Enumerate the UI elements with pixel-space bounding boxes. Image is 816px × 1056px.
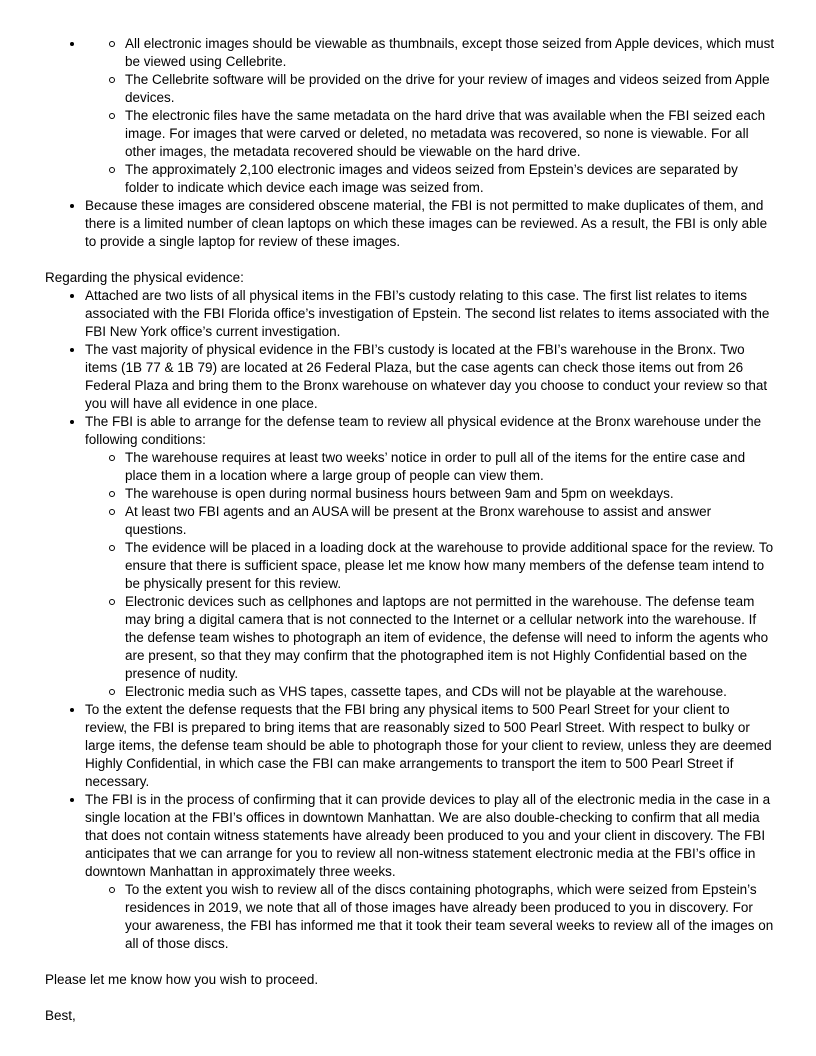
image-review-sublist-container — [45, 35, 775, 197]
list-item — [45, 413, 775, 701]
laptop-list — [45, 197, 775, 251]
list-item: The Cellebrite software will be provided on the drive for your review of images and videos seized from Apple devices. — [45, 71, 775, 107]
list-item: Because these images are considered obscene material, the FBI is not permitted to make duplicates of them, and there is a limited number of clean laptops on which these images can be reviewed. As a result, the FBI is only able to provide a single laptop for review of these images. — [45, 197, 775, 251]
image-review-list — [45, 35, 775, 197]
closing-request: Please let me know how you wish to proceed. — [45, 972, 319, 987]
image-review-sublist — [45, 35, 775, 197]
list-item: The evidence will be placed in a loading dock at the warehouse to provide additional space for the review. To ensure that there is sufficient space, please let me know how many members of the defense team intend to be physically present for this review. — [45, 539, 775, 593]
list-item-text: The FBI is in the process of confirming that it can provide devices to play all of the electronic media in the case in a single location at the FBI’s offices in downtown Manhattan. We are also double-checking to confirm that all media that does not contain witness statements have already been produced to you and your client in discovery. The FBI anticipates that we can arrange for you to review all non-witness statement electronic media at the FBI’s office in downtown Manhattan in approximately three weeks. — [85, 792, 771, 879]
list-item-text: The FBI is able to arrange for the defense team to review all physical evidence at the Bronx warehouse under the following conditions: — [85, 414, 762, 447]
signoff: Best, — [45, 1008, 76, 1023]
list-item: Electronic media such as VHS tapes, cassette tapes, and CDs will not be playable at the warehouse. — [45, 683, 775, 701]
list-item: All electronic images should be viewable as thumbnails, except those seized from Apple devices, which must be viewed using Cellebrite. — [45, 35, 775, 71]
list-item: Electronic devices such as cellphones and laptops are not permitted in the warehouse. The defense team may bring a digital camera that is not connected to the Internet or a cellular network into the warehouse. If the defense team wishes to photograph an item of evidence, the defense will need to inform the agents who are present, so that they may confirm that the photographed item is not Highly Confidential based on the presence of nudity. — [45, 593, 775, 683]
list-item: Attached are two lists of all physical items in the FBI’s custody relating to this case. The first list relates to items associated with the FBI Florida office’s investigation of Epstein. The second list relates to items associated with the FBI New York office’s current investigation. — [45, 287, 775, 341]
warehouse-conditions-list — [45, 449, 775, 701]
list-item: The warehouse is open during normal business hours between 9am and 5pm on weekdays. — [45, 485, 775, 503]
physical-evidence-list — [45, 287, 775, 953]
list-item: To the extent the defense requests that the FBI bring any physical items to 500 Pearl Street for your client to review, the FBI is prepared to bring items that are reasonably sized to 500 Pearl Street. With respect to bulky or large items, the defense team should be able to photograph those for your client to review, unless they are deemed Highly Confidential, in which case the FBI can make arrangements to transport the item to 500 Pearl Street if necessary. — [45, 701, 775, 791]
list-item: At least two FBI agents and an AUSA will be present at the Bronx warehouse to assist and answer questions. — [45, 503, 775, 539]
list-item: The warehouse requires at least two weeks’ notice in order to pull all of the items for the entire case and place them in a location where a large group of people can view them. — [45, 449, 775, 485]
list-item: To the extent you wish to review all of the discs containing photographs, which were seized from Epstein’s residences in 2019, we note that all of those images have already been produced to you in discovery. For your awareness, the FBI has informed me that it took their team several weeks to review all of the images on all of those discs. — [45, 881, 775, 953]
list-item: The electronic files have the same metadata on the hard drive that was available when the FBI seized each image. For images that were carved or deleted, no metadata was recovered, so none is viewable. For all other images, the metadata recovered should be viewable on the hard drive. — [45, 107, 775, 161]
discs-list — [45, 881, 775, 953]
list-item — [45, 791, 775, 953]
list-item: The approximately 2,100 electronic images and videos seized from Epstein’s devices are separated by folder to indicate which device each image was seized from. — [45, 161, 775, 197]
list-item: The vast majority of physical evidence in the FBI’s custody is located at the FBI’s warehouse in the Bronx. Two items (1B 77 & 1B 79) are located at 26 Federal Plaza, but the case agents can check those items out from 26 Federal Plaza and bring them to the Bronx warehouse on whatever day you choose to conduct your review so that you will have all evidence in one place. — [45, 341, 775, 413]
physical-evidence-heading: Regarding the physical evidence: — [45, 270, 244, 285]
email-body — [45, 35, 775, 1025]
